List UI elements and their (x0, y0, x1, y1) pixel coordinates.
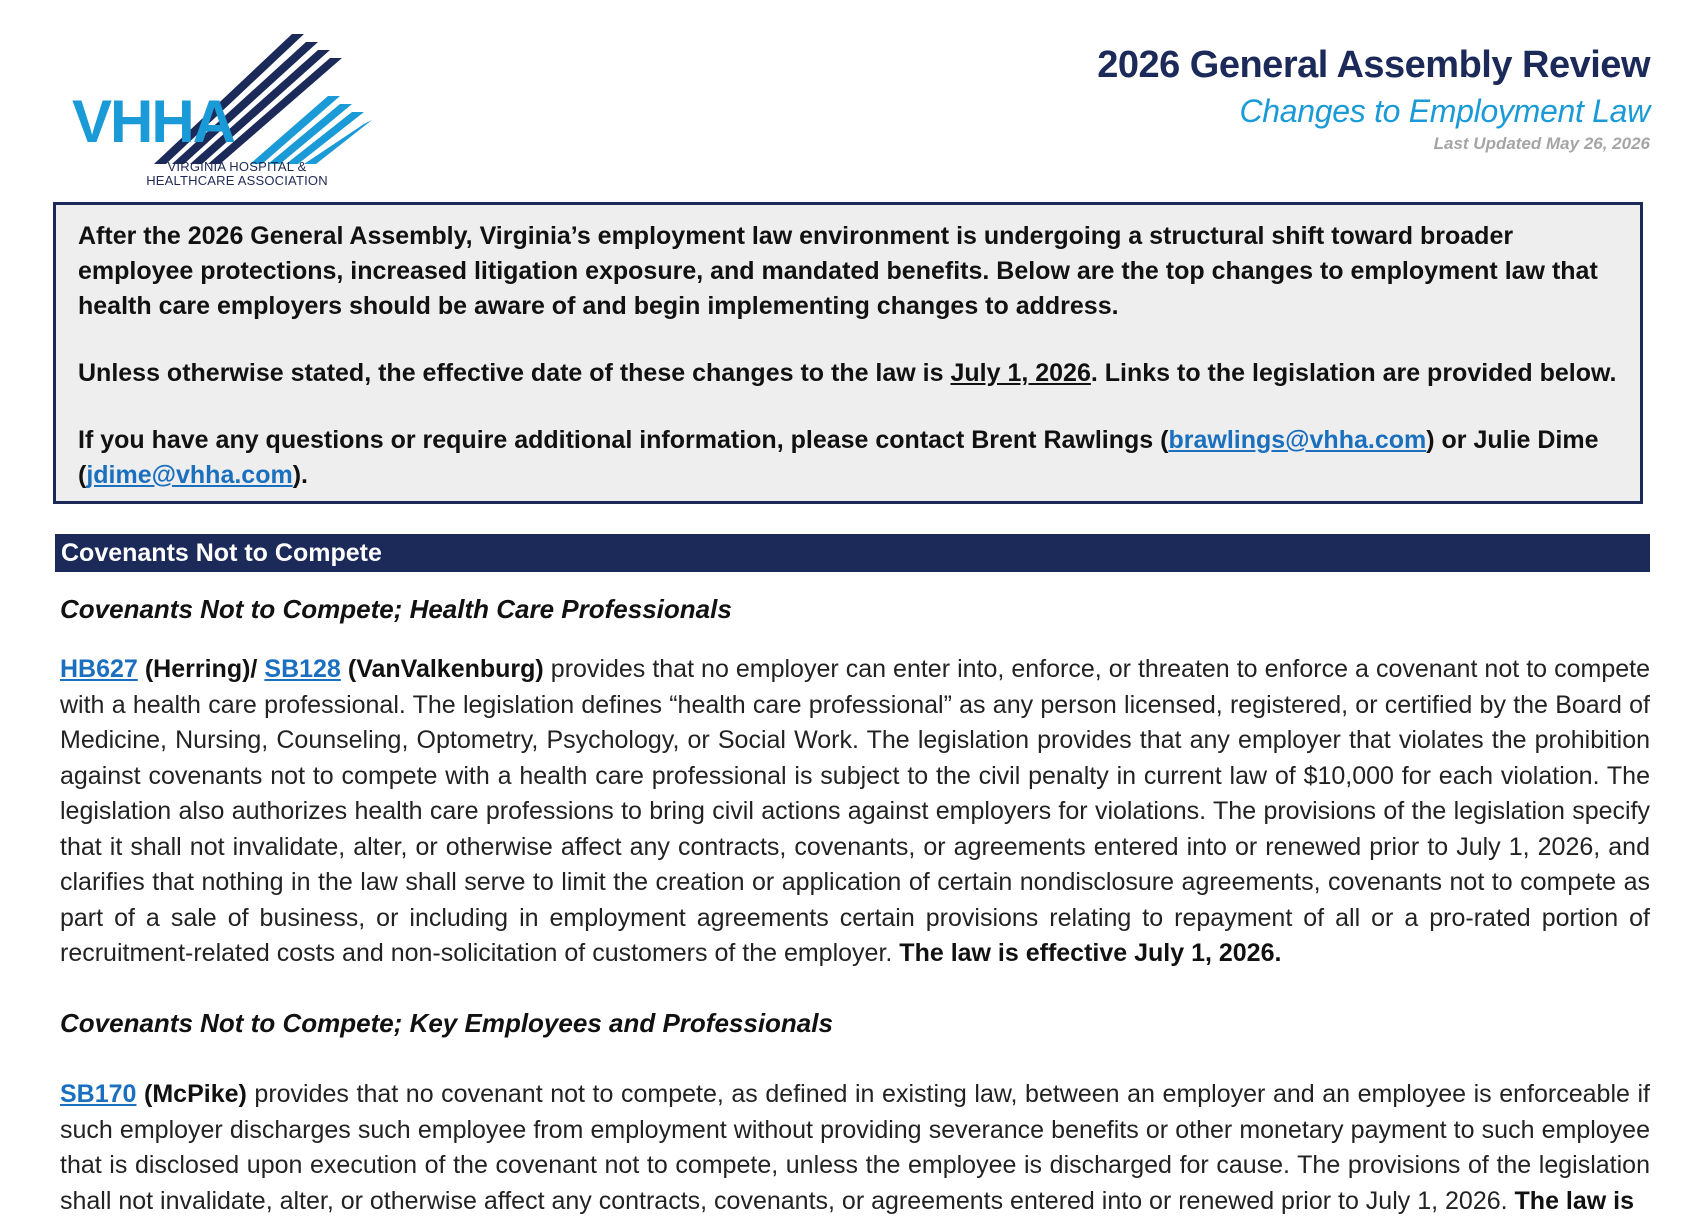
effective-statement: The law is effective July 1, 2026. (899, 939, 1282, 967)
document-title: 2026 General Assembly Review (1097, 44, 1650, 86)
effective-statement-partial: The law is (1514, 1186, 1635, 1215)
document-header (1097, 40, 1650, 156)
intro-paragraph: After the 2026 General Assembly, Virginia’s employment law environment is undergoing a structural shift toward broader employee protections, increased litigation exposure, and mandated benefits. Below are the top changes to employment law that health care employers should be aware of and begin implementing changes to address. (78, 222, 1598, 320)
subheading-key-employees: Covenants Not to Compete; Key Employees and Professionals (60, 1008, 833, 1038)
email-link-jdime[interactable]: jdime@vhha.com (86, 461, 293, 489)
bill-link-hb627[interactable]: HB627 (60, 655, 138, 683)
logo-subtitle (112, 160, 362, 188)
sponsor-vanvalkenburg: (VanValkenburg) (340, 655, 544, 683)
logo-subtitle-line1: VIRGINIA HOSPITAL & (167, 159, 307, 174)
vhha-wordmark: VHHA (72, 88, 235, 155)
effective-date-text-end: . Links to the legislation are provided below. (1090, 359, 1617, 387)
last-updated: Last Updated May 26, 2026 (1433, 134, 1650, 153)
sponsor-mcpike: (McPike) (136, 1080, 247, 1108)
section-header-covenants: Covenants Not to Compete (55, 534, 1650, 572)
logo-subtitle-line2: HEALTHCARE ASSOCIATION (146, 173, 328, 188)
item-health-care-professionals-body (60, 652, 1650, 972)
effective-date-text: Unless otherwise stated, the effective date of these changes to the law is (78, 359, 951, 387)
bill-link-sb128[interactable]: SB128 (264, 655, 341, 683)
document-subtitle: Changes to Employment Law (1239, 93, 1650, 129)
effective-date-paragraph (78, 356, 1618, 391)
contact-text-mid: ) or Julie Dime ( (78, 426, 1599, 489)
intro-box (53, 202, 1643, 504)
email-link-brawlings[interactable]: brawlings@vhha.com (1168, 426, 1427, 454)
item-key-employees-text: provides that no covenant not to compete, as defined in existing law, between an employer and an employee is enforceable if such employer discharges such employee from employment without providing severance benefits or other monetary payment to such employee that is disclosed upon execution of the covenant not to compete, unless the employee is discharged for cause. The provisions of the legislation shall not invalidate, alter, or otherwise affect any contracts, covenants, or agreements entered into or renewed prior to July 1, 2026. (60, 1080, 1650, 1215)
effective-date: July 1, 2026 (950, 359, 1091, 387)
contact-text: If you have any questions or require additional information, please contact Brent Rawlings ( (78, 426, 1169, 454)
contact-paragraph (78, 423, 1618, 493)
bill-link-sb170[interactable]: SB170 (60, 1080, 137, 1108)
sponsor-herring: (Herring)/ (137, 655, 265, 683)
item-health-care-professionals-text: provides that no employer can enter into, enforce, or threaten to enforce a covenant not to compete with a health care professional. The legislation defines “health care professional” as any person licensed, registered, or certified by the Board of Medicine, Nursing, Counseling, Optometry, Psychology, or Social Work. The legislation provides that any employer that violates the prohibition against covenants not to compete with a health care professional is subject to the civil penalty in current law of $10,000 for each violation. The legislation also authorizes health care professions to bring civil actions against employers for violations. The provisions of the legislation specify that it shall not invalidate, alter, or otherwise affect any contracts, covenants, or agreements entered into or renewed prior to July 1, 2026, and clarifies that nothing in the law shall serve to limit the creation or application of certain nondisclosure agreements, covenants not to compete as part of a sale of business, or including in employment agreements certain provisions relating to repayment of all or a pro-rated portion of recruitment-related costs and non-solicitation of customers of the employer. (60, 655, 1650, 967)
contact-text-end: ). (292, 461, 308, 489)
subheading-health-care-professionals: Covenants Not to Compete; Health Care Professionals (60, 594, 732, 624)
item-key-employees-body (60, 1077, 1650, 1219)
